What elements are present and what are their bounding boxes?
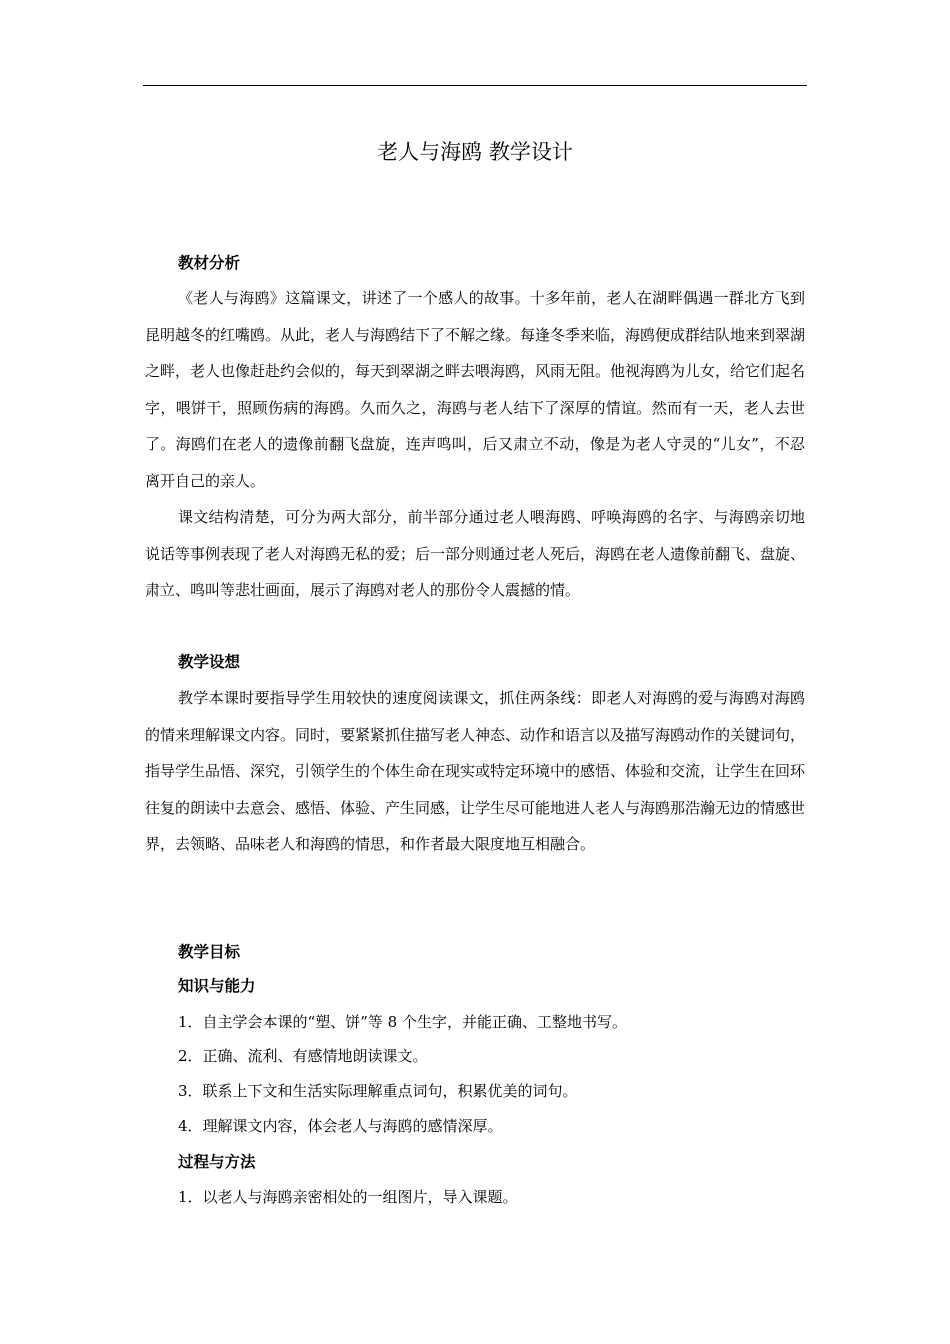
process-item-1: 1．以老人与海鸥亲密相处的一组图片，导入课题。 bbox=[178, 1188, 518, 1206]
knowledge-item-3: 3．联系上下文和生活实际理解重点词句，积累优美的词句。 bbox=[178, 1082, 578, 1100]
idea-paragraph: 教学本课时要指导学生用较快的速度阅读课文，抓住两条线：即老人对海鸥的爱与海鸥对海鸥的情来理解课文内容。同时，要紧紧抓住描写老人神态、动作和语言以及描写海鸥动作的关键词句，指导学生品悟、深究，引领学生的个体生命在现实或特定环境中的感悟、体验和交流，让学生在回环往复的朗读中去意会、感悟、体验、产生同感，让学生尽可能地进人老人与海鸥那浩瀚无边的情感世界，去领略、品味老人和海鸥的情思，和作者最大限度地互相融合。 bbox=[145, 689, 806, 853]
header-rule bbox=[143, 85, 807, 86]
knowledge-item-1: 1．自主学会本课的“塑、饼”等 8 个生字，并能正确、工整地书写。 bbox=[178, 1013, 627, 1031]
document-title: 老人与海鸥 教学设计 bbox=[377, 140, 573, 164]
section-heading-analysis: 教材分析 bbox=[178, 254, 241, 272]
subheading-knowledge: 知识与能力 bbox=[178, 977, 256, 995]
knowledge-item-2: 2．正确、流利、有感情地朗读课文。 bbox=[178, 1047, 428, 1065]
analysis-paragraph-2: 课文结构清楚，可分为两大部分，前半部分通过老人喂海鸥、呼唤海鸥的名字、与海鸥亲切地说话等事例表现了老人对海鸥无私的爱；后一部分则通过老人死后，海鸥在老人遗像前翻飞、盘旋、肃立、鸣叫等悲壮画面，展示了海鸥对老人的那份令人震撼的情。 bbox=[145, 508, 806, 599]
knowledge-item-4: 4．理解课文内容，体会老人与海鸥的感情深厚。 bbox=[178, 1117, 503, 1135]
section-heading-idea: 教学设想 bbox=[178, 653, 241, 671]
analysis-paragraph-1: 《老人与海鸥》这篇课文，讲述了一个感人的故事。十多年前，老人在湖畔偶遇一群北方飞到昆明越冬的红嘴鸥。从此，老人与海鸥结下了不解之缘。每逢冬季来临，海鸥便成群结队地来到翠湖之畔，老人也像赶赴约会似的，每天到翠湖之畔去喂海鸥，风雨无阻。他视海鸥为儿女，给它们起名字，喂饼干，照顾伤病的海鸥。久而久之，海鸥与老人结下了深厚的情谊。然而有一天，老人去世了。海鸥们在老人的遗像前翻飞盘旋，连声鸣叫，后又肃立不动，像是为老人守灵的“儿女”，不忍离开自己的亲人。 bbox=[145, 289, 806, 490]
subheading-process: 过程与方法 bbox=[178, 1153, 256, 1171]
section-heading-goals: 教学目标 bbox=[178, 943, 241, 961]
